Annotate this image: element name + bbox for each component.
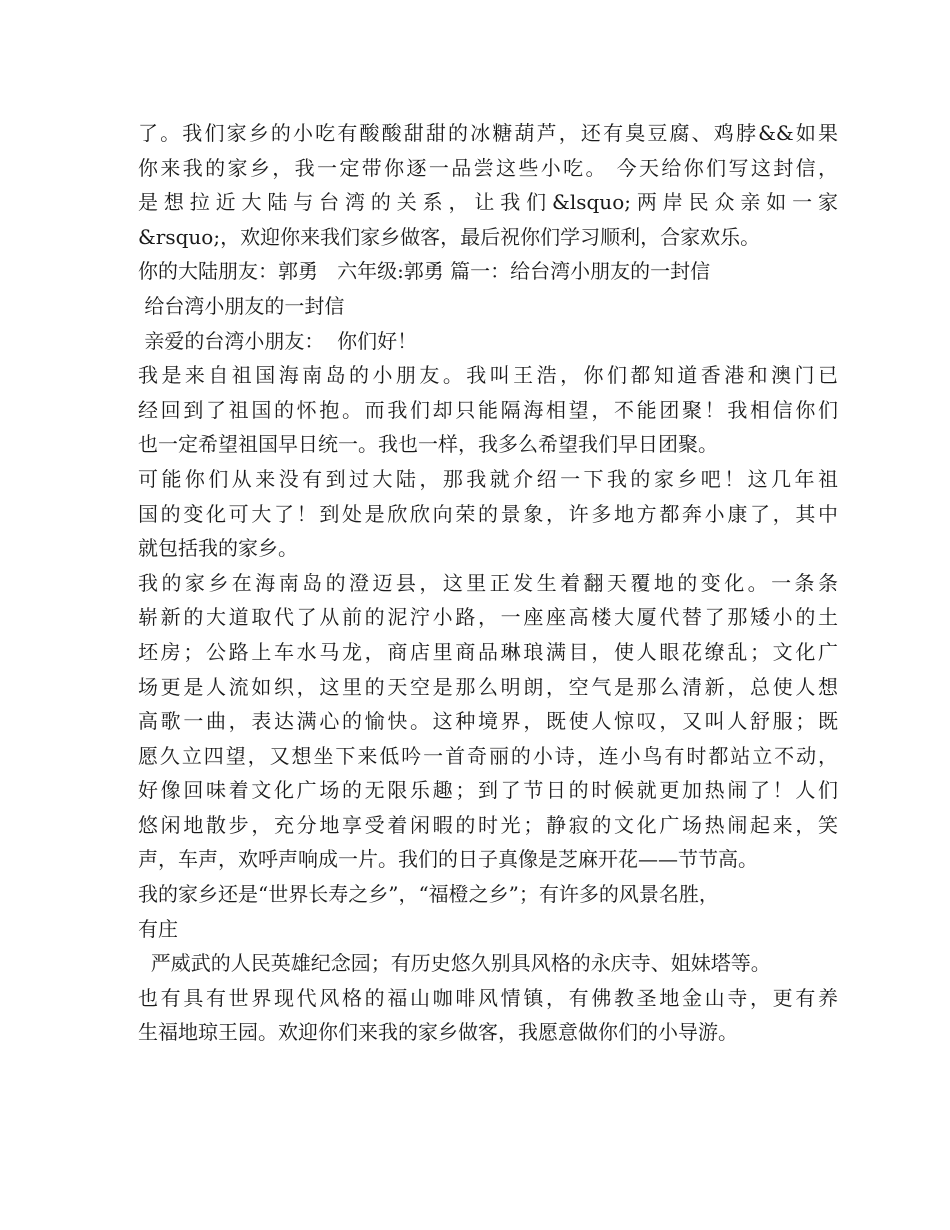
text-line: 我是来自祖国海南岛的小朋友。我叫王浩，你们都知道香港和澳门已 [138, 363, 838, 388]
text-line: 我的家乡还是“世界长寿之乡”，“福橙之乡”；有许多的风景名胜， [138, 882, 719, 907]
text-line: 亲爱的台湾小朋友： 你们好！ [138, 328, 418, 353]
text-line: &rsquo;，欢迎你来我们家乡做客，最后祝你们学习顺利，合家欢乐。 [138, 224, 761, 249]
text-line: 坯房；公路上车水马龙，商店里商品琳琅满目，使人眼花缭乱；文化广 [138, 639, 838, 664]
text-line: 给台湾小朋友的一封信 [138, 293, 345, 318]
text-line: 也一定希望祖国早日统一。我也一样，我多么希望我们早日团聚。 [138, 432, 718, 457]
text-line: 有庄 [138, 916, 178, 941]
text-line: 国的变化可大了！到处是欣欣向荣的景象，许多地方都奔小康了，其中 [138, 501, 838, 526]
text-line: 悠闲地散步，充分地享受着闲暇的时光；静寂的文化广场热闹起来，笑 [138, 812, 838, 837]
text-line: 也有具有世界现代风格的福山咖啡风情镇，有佛教圣地金山寺，更有养 [138, 985, 838, 1010]
text-line: 声，车声，欢呼声响成一片。我们的日子真像是芝麻开花——节节高。 [138, 847, 758, 872]
text-line: 严威武的人民英雄纪念园；有历史悠久别具风格的永庆寺、姐妹塔等。 [138, 951, 771, 976]
text-line: 可能你们从来没有到过大陆，那我就介绍一下我的家乡吧！这几年祖 [138, 466, 838, 491]
text-line: 崭新的大道取代了从前的泥泞小路，一座座高楼大厦代替了那矮小的土 [138, 605, 838, 630]
text-line: 高歌一曲，表达满心的愉快。这种境界，既使人惊叹，又叫人舒服；既 [138, 709, 838, 734]
text-line: 场更是人流如织，这里的天空是那么明朗，空气是那么清新，总使人想 [138, 674, 838, 699]
text-line: 是想拉近大陆与台湾的关系，让我们&lsquo;两岸民众亲如一家 [138, 190, 838, 215]
text-line: 你的大陆朋友：郭勇 六年级:郭勇 篇一：给台湾小朋友的一封信 [138, 259, 711, 284]
text-line: 了。我们家乡的小吃有酸酸甜甜的冰糖葫芦，还有臭豆腐、鸡脖&&如果 [138, 121, 838, 145]
text-line: 生福地琼王园。欢迎你们来我的家乡做客，我愿意做你们的小导游。 [138, 1020, 738, 1045]
text-line: 好像回味着文化广场的无限乐趣；到了节日的时候就更加热闹了！人们 [138, 778, 838, 803]
text-line: 就包括我的家乡。 [138, 536, 298, 561]
text-line: 你来我的家乡，我一定带你逐一品尝这些小吃。 今天给你们写这封信， [138, 155, 838, 180]
text-line: 愿久立四望，又想坐下来低吟一首奇丽的小诗，连小鸟有时都站立不动， [138, 743, 838, 768]
text-line: 经回到了祖国的怀抱。而我们却只能隔海相望，不能团聚！我相信你们 [138, 397, 838, 422]
text-line: 我的家乡在海南岛的澄迈县，这里正发生着翻天覆地的变化。一条条 [138, 570, 838, 595]
letter-body [138, 116, 838, 1050]
